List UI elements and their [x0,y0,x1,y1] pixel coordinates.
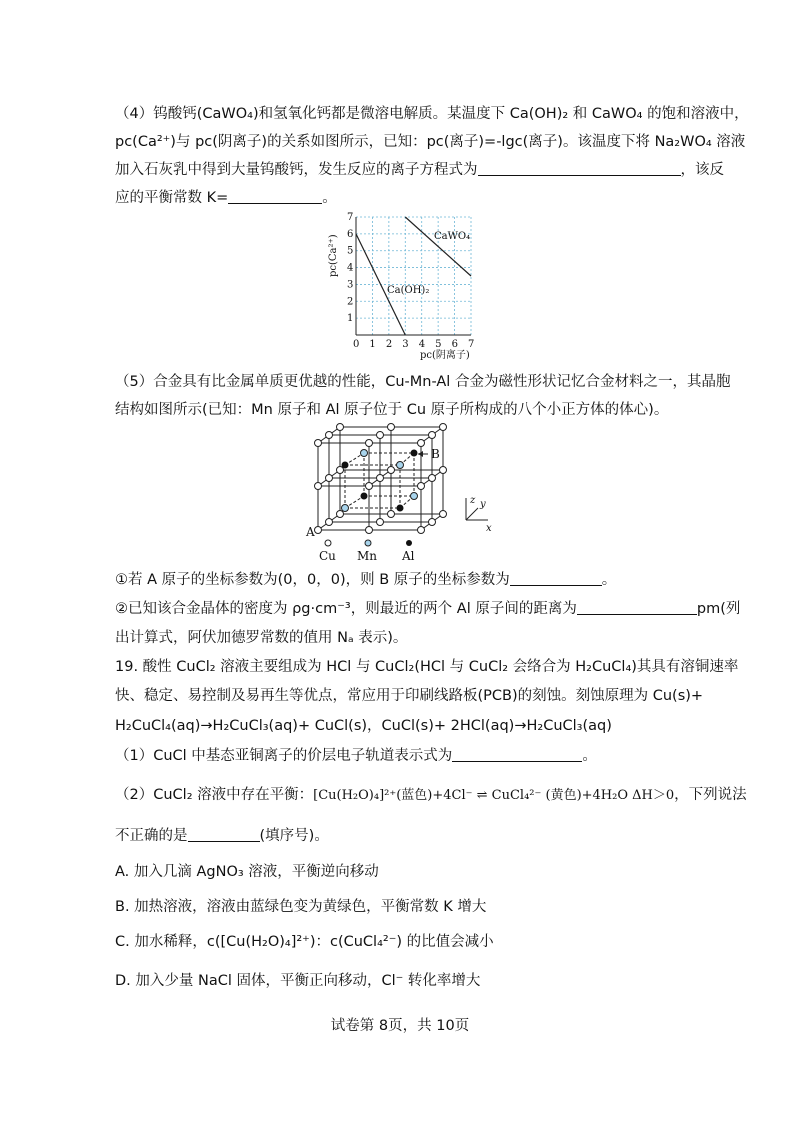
q19-line-2: 快、稳定、易控制及易再生等优点，常应用于印刷线路板(PCB)的刻蚀。刻蚀原理为 Cu(s)+ [115,688,704,704]
answer-blank-orbital[interactable] [452,747,582,762]
axis-x: x [486,523,492,534]
x-tick-label: 7 [468,339,475,350]
q5-text: ①若 A 原子的坐标参数为(0，0，0)，则 B 原子的坐标参数为 [115,572,510,588]
q4-text: 应的平衡常数 K= [115,190,229,206]
atom-label-a: A [306,525,315,539]
answer-blank-coordinate[interactable] [510,571,602,586]
x-tick-label: 0 [353,339,360,350]
q19-part-2-cont [115,826,329,846]
legend-mn: Mn [357,549,378,563]
option-c[interactable]: C. 加水稀释，c([Cu(H₂O)₄]²⁺)：c(CuCl₄²⁻) 的比值会减小 [115,934,494,950]
y-tick-label: 1 [347,313,354,325]
q19-text: (填序号)。 [259,828,329,844]
equilibrium-equation: [Cu(H₂O)₄]²⁺(蓝色)+4Cl⁻ ⇌ CuCl₄²⁻ (黄色)+4H₂O ΔH＞0 [313,788,675,803]
x-tick-label: 6 [451,339,458,350]
chart-series-label-cawo4: CaWO₄ [434,231,471,242]
y-tick-label: 4 [347,262,354,274]
q19-line-3: H₂CuCl₄(aq)→H₂CuCl₃(aq)+ CuCl(s)，CuCl(s)+ 2HCl(aq)→H₂CuCl₃(aq) [115,718,612,734]
x-tick-label: 5 [435,339,442,350]
q19-part-2 [115,785,747,806]
answer-blank-choice[interactable] [188,827,260,842]
legend-cu: Cu [319,549,336,563]
q4-text: ，该反 [680,162,724,178]
answer-blank-distance[interactable] [577,600,697,615]
option-d[interactable]: D. 加入少量 NaCl 固体，平衡正向移动，Cl⁻ 转化率增大 [115,973,481,989]
q4-line-1: （4）钨酸钙(CaWO₄)和氢氧化钙都是微溶电解质。某温度下 Ca(OH)₂ 和 CaWO₄ 的饱和溶液中， [115,106,749,122]
atom-label-b: B [431,447,440,461]
q4-text: 加入石灰乳中得到大量钨酸钙，发生反应的离子方程式为 [115,162,478,178]
y-tick-label: 6 [347,228,354,240]
option-a[interactable]: A. 加入几滴 AgNO₃ 溶液，平衡逆向移动 [115,864,379,880]
y-tick-label: 2 [347,296,354,308]
legend-al: Al [402,549,415,563]
x-tick-label: 3 [402,339,409,350]
q19-text: 。 [582,748,597,764]
x-tick-label: 1 [369,339,376,350]
chart-series-label-caoh2: Ca(OH)₂ [387,285,430,296]
q5-text: pm(列 [696,601,741,617]
q5-text: 。 [601,572,617,588]
crystal-structure-diagram [300,423,510,563]
chart-ylabel: pc(Ca²⁺) [328,234,339,277]
q19-text: （1）CuCl 中基态亚铜离子的价层电子轨道表示式为 [115,748,453,764]
q19-text: 不正确的是 [115,828,188,844]
q4-line-2: pc(Ca²⁺)与 pc(阴离子)的关系如图所示，已知：pc(离子)=-lgc(离子)。该温度下将 Na₂WO₄ 溶液 [115,134,746,150]
q5-sub-1 [115,570,616,590]
q19-text: ，下列说法 [674,787,747,803]
q19-line-1: 19. 酸性 CuCl₂ 溶液主要组成为 HCl 与 CuCl₂(HCl 与 CuCl₂ 会络合为 H₂CuCl₄)其具有溶铜速率 [115,659,739,675]
x-tick-label: 2 [385,339,393,350]
q5-line-2: 结构如图所示(已知：Mn 原子和 Al 原子位于 Cu 原子所构成的八个小正方体的体心)。 [115,402,669,418]
q5-text: ②已知该合金晶体的密度为 ρg·cm⁻³，则最近的两个 Al 原子间的距离为 [115,601,577,617]
answer-blank-k[interactable] [228,189,322,204]
answer-blank-equation[interactable] [478,161,681,176]
option-b[interactable]: B. 加热溶液，溶液由蓝绿色变为黄绿色，平衡常数 K 增大 [115,899,487,915]
q5-line-1: （5）合金具有比金属单质更优越的性能，Cu-Mn-Al 合金为磁性形状记忆合金材料之一，其晶胞 [115,374,731,390]
x-tick-label: 4 [418,339,426,350]
q4-line-4 [115,188,337,208]
chart-xlabel: pc(阴离子) [420,350,470,361]
y-tick-label: 3 [347,279,354,291]
y-tick-label: 7 [347,212,354,223]
q5-sub-2 [115,599,740,619]
q4-text: 。 [322,190,337,206]
q4-line-3 [115,160,724,180]
q19-part-1 [115,746,597,766]
q5-sub-2-cont: 出计算式，阿伏加德罗常数的值用 Nₐ 表示)。 [115,630,408,646]
axis-z: z [470,495,476,506]
pc-chart [320,205,490,365]
axis-y: y [480,499,486,510]
q19-text: （2）CuCl₂ 溶液中存在平衡： [115,787,314,803]
y-tick-label: 5 [347,245,354,257]
page-footer: 试卷第 8页，共 10页 [330,1018,470,1034]
